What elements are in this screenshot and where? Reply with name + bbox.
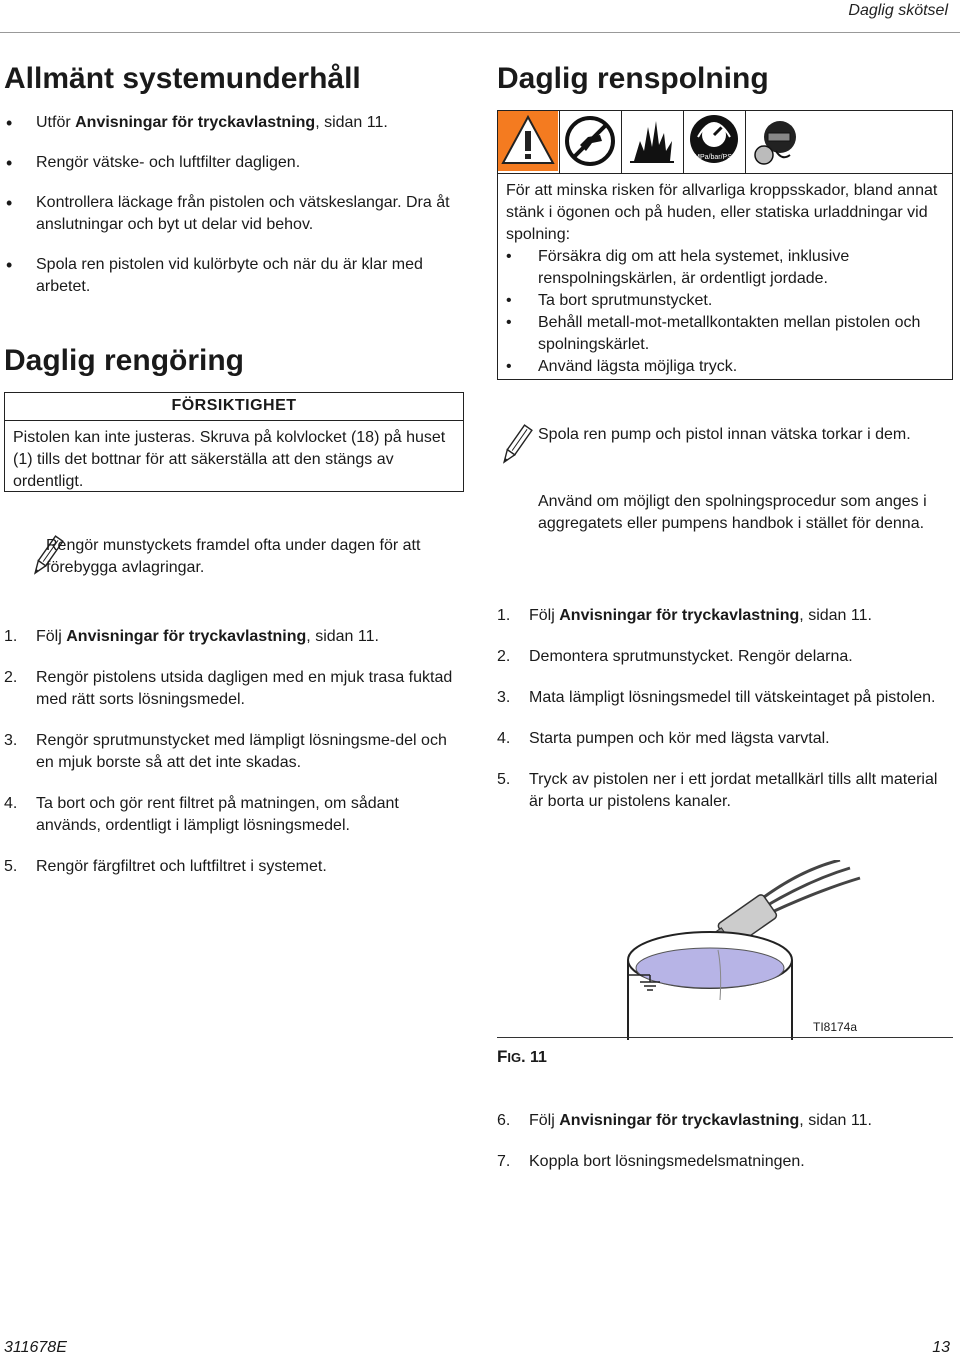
- step-item: 3. Mata lämpligt lösningsmedel till vätskeintaget på pistolen.: [497, 689, 936, 706]
- step-item: 1. Följ Anvisningar för tryckavlastning, sidan 11.: [4, 628, 379, 645]
- pressure-gauge-icon: [684, 111, 746, 173]
- figure-caption: FIG. 11: [497, 1047, 547, 1066]
- warning-text: [498, 174, 952, 384]
- note-use-manual-procedure: Använd om möjligt den spolningsprocedur som anges i aggregatets eller pumpens handbok i stället för denna.: [538, 493, 927, 532]
- page-number: 13: [932, 1339, 950, 1356]
- bullet-item: • Kontrollera läckage från pistolen och vätskeslangar. Dra åt anslutningar och byt ut delar vid behov.: [4, 192, 466, 236]
- section-title-daily-cleaning: Daglig rengöring: [4, 344, 244, 377]
- bullet-item: • Utför Anvisningar för tryckavlastning, sidan 11.: [4, 112, 466, 134]
- caution-text: Pistolen kan inte justeras. Skruva på kolvlocket (18) på huset (1) tills det bottnar för att säkerställa att den stängs av ordentligt.: [13, 429, 446, 490]
- step-item: 2. Demontera sprutmunstycket. Rengör delarna.: [497, 648, 853, 665]
- caution-box: [4, 392, 464, 492]
- step-item: 4. Starta pumpen och kör med lägsta varvtal.: [497, 730, 830, 747]
- step-item: 7. Koppla bort lösningsmedelsmatningen.: [497, 1153, 805, 1170]
- note-cleaning: [28, 535, 458, 586]
- figure-rule: [497, 1037, 953, 1038]
- step-item: 2. Rengör pistolens utsida dagligen med en mjuk trasa fuktad med rätt sorts lösningsmedel.: [4, 669, 453, 708]
- step-item: 6. Följ Anvisningar för tryckavlastning, sidan 11.: [497, 1112, 872, 1129]
- warning-icon-strip: [498, 111, 952, 174]
- header-rule: [0, 32, 960, 33]
- bullet-item: • Rengör vätske- och luftfilter dagligen.: [4, 152, 466, 174]
- exclamation-warning-icon: [498, 111, 560, 173]
- note-text: Rengör munstyckets framdel ofta under dagen för att förebygga avlagringar.: [46, 537, 421, 576]
- no-hand-icon: [560, 111, 622, 173]
- warning-bullets: [506, 246, 942, 378]
- note-flush-before-dry: Spola ren pump och pistol innan vätska torkar i dem.: [538, 426, 911, 443]
- warning-intro: För att minska risken för allvarliga kroppsskador, bland annat stänk i ögonen och på huden, eller statiska urladdningar vid spolning:: [506, 182, 938, 243]
- warning-bullet: • Behåll metall-mot-metallkontakten mellan pistolen och spolningskärlet.: [506, 312, 942, 356]
- step-item: 5. Rengör färgfiltret och luftfiltret i systemet.: [4, 858, 327, 875]
- grounded-container-illustration: [600, 860, 880, 1040]
- warning-box: [497, 110, 953, 380]
- step-item: 3. Rengör sprutmunstycket med lämpligt lösningsme-del och en mjuk borste så att det inte skadas.: [4, 732, 447, 771]
- flushing-steps: [497, 605, 953, 832]
- warning-bullet: • Försäkra dig om att hela systemet, inklusive renspolningskärlen, är ordentligt jordade.: [506, 246, 942, 290]
- running-header: Daglig skötsel: [848, 2, 948, 19]
- warning-bullet: • Använd lägsta möjliga tryck.: [506, 356, 942, 378]
- warning-bullet: • Ta bort sprutmunstycket.: [506, 290, 942, 312]
- caution-title: FÖRSIKTIGHET: [5, 393, 463, 421]
- step-item: 1. Följ Anvisningar för tryckavlastning, sidan 11.: [497, 607, 872, 624]
- bullet-item: • Spola ren pistolen vid kulörbyte och när du är klar med arbetet.: [4, 254, 466, 298]
- pencil-note-icon: [497, 424, 535, 475]
- section-title-daily-flushing: Daglig renspolning: [497, 62, 769, 95]
- cleaning-steps: [4, 626, 466, 897]
- document-number: 311678E: [4, 1339, 67, 1356]
- figure-ref: TI8174a: [813, 1020, 858, 1034]
- step-item: 5. Tryck av pistolen ner i ett jordat metallkärl tills allt material är borta ur pistolens kanaler.: [497, 771, 938, 810]
- gauge-label: MPa/bar/PSI: [694, 154, 734, 161]
- fire-icon: [622, 111, 684, 173]
- safety-gear-icon: [746, 111, 808, 173]
- flushing-steps-continued: [497, 1110, 953, 1192]
- section-title-general: Allmänt systemunderhåll: [4, 62, 361, 95]
- step-item: 4. Ta bort och gör rent filtret på matningen, om sådant används, ordentligt i lämpligt lösningsmedel.: [4, 795, 399, 834]
- general-bullets: [4, 112, 466, 316]
